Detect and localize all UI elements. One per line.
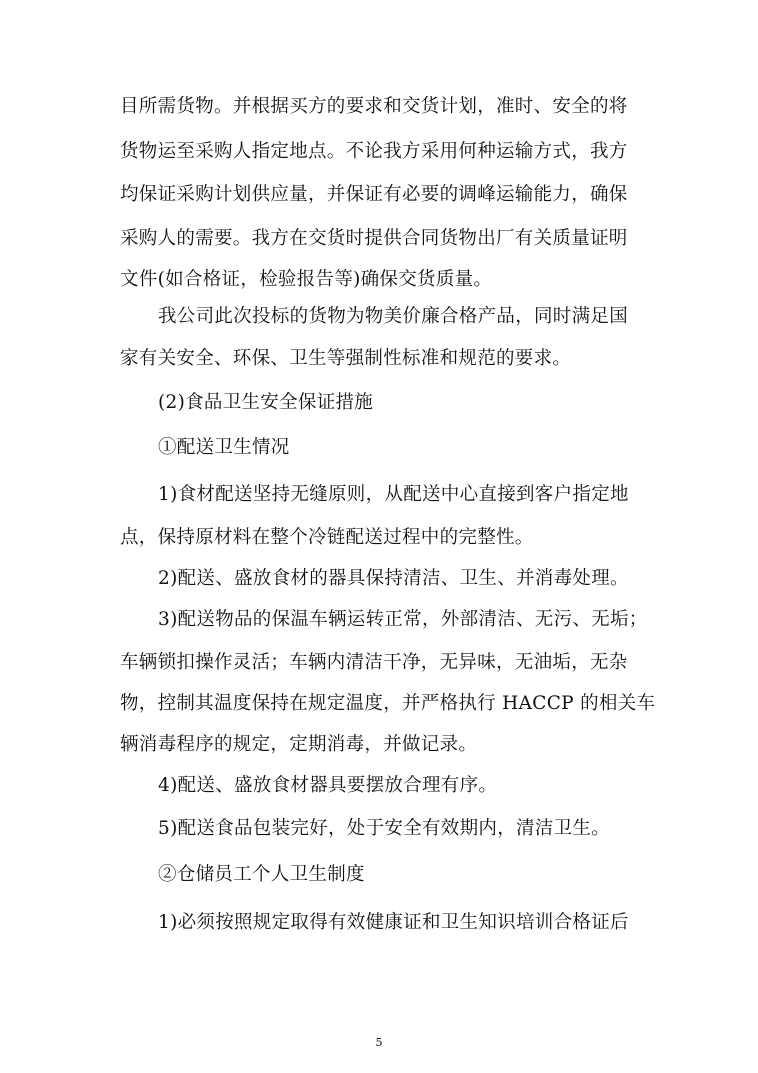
paragraph-first-line: 我公司此次投标的货物为物美价廉合格产品，同时满足国 [158, 306, 629, 327]
list-item: 1)食材配送坚持无缝原则，从配送中心直接到客户指定地 [158, 484, 629, 505]
text-line: 物，控制其温度保持在规定温度，并严格执行 HACCP 的相关车 [120, 693, 656, 714]
text-line: 文件(如合格证，检验报告等)确保交货质量。 [120, 269, 493, 290]
list-item: 4)配送、盛放食材器具要摆放合理有序。 [158, 775, 498, 796]
text-line: 货物运至采购人指定地点。不论我方采用何种运输方式，我方 [120, 141, 628, 162]
list-item: 5)配送食品包装完好，处于安全有效期内，清洁卫生。 [158, 818, 610, 839]
text-line: 均保证采购计划供应量，并保证有必要的调峰运输能力，确保 [120, 184, 628, 205]
text-line: 目所需货物。并根据买方的要求和交货计划，准时、安全的将 [120, 96, 628, 117]
text-line: 点，保持原材料在整个冷链配送过程中的完整性。 [120, 527, 534, 548]
text-line: 辆消毒程序的规定，定期消毒，并做记录。 [120, 734, 478, 755]
text-line: 采购人的需要。我方在交货时提供合同货物出厂有关质量证明 [120, 228, 628, 249]
list-item: 2)配送、盛放食材的器具保持清洁、卫生、并消毒处理。 [158, 568, 629, 589]
page-number: 5 [375, 1036, 383, 1049]
list-item: 3)配送物品的保温车辆运转正常，外部清洁、无污、无垢； [158, 609, 648, 630]
text-line: 车辆锁扣操作灵活；车辆内清洁干净，无异味，无油垢，无杂 [120, 652, 628, 673]
list-item: 1)必须按照规定取得有效健康证和卫生知识培训合格证后 [158, 912, 629, 933]
subsection-heading: ➀配送卫生情况 [158, 437, 290, 458]
subsection-heading: ➁仓储员工个人卫生制度 [158, 864, 365, 885]
text-line: 家有关安全、环保、卫生等强制性标准和规范的要求。 [120, 348, 572, 369]
section-heading: (2)食品卫生安全保证措施 [158, 392, 374, 413]
